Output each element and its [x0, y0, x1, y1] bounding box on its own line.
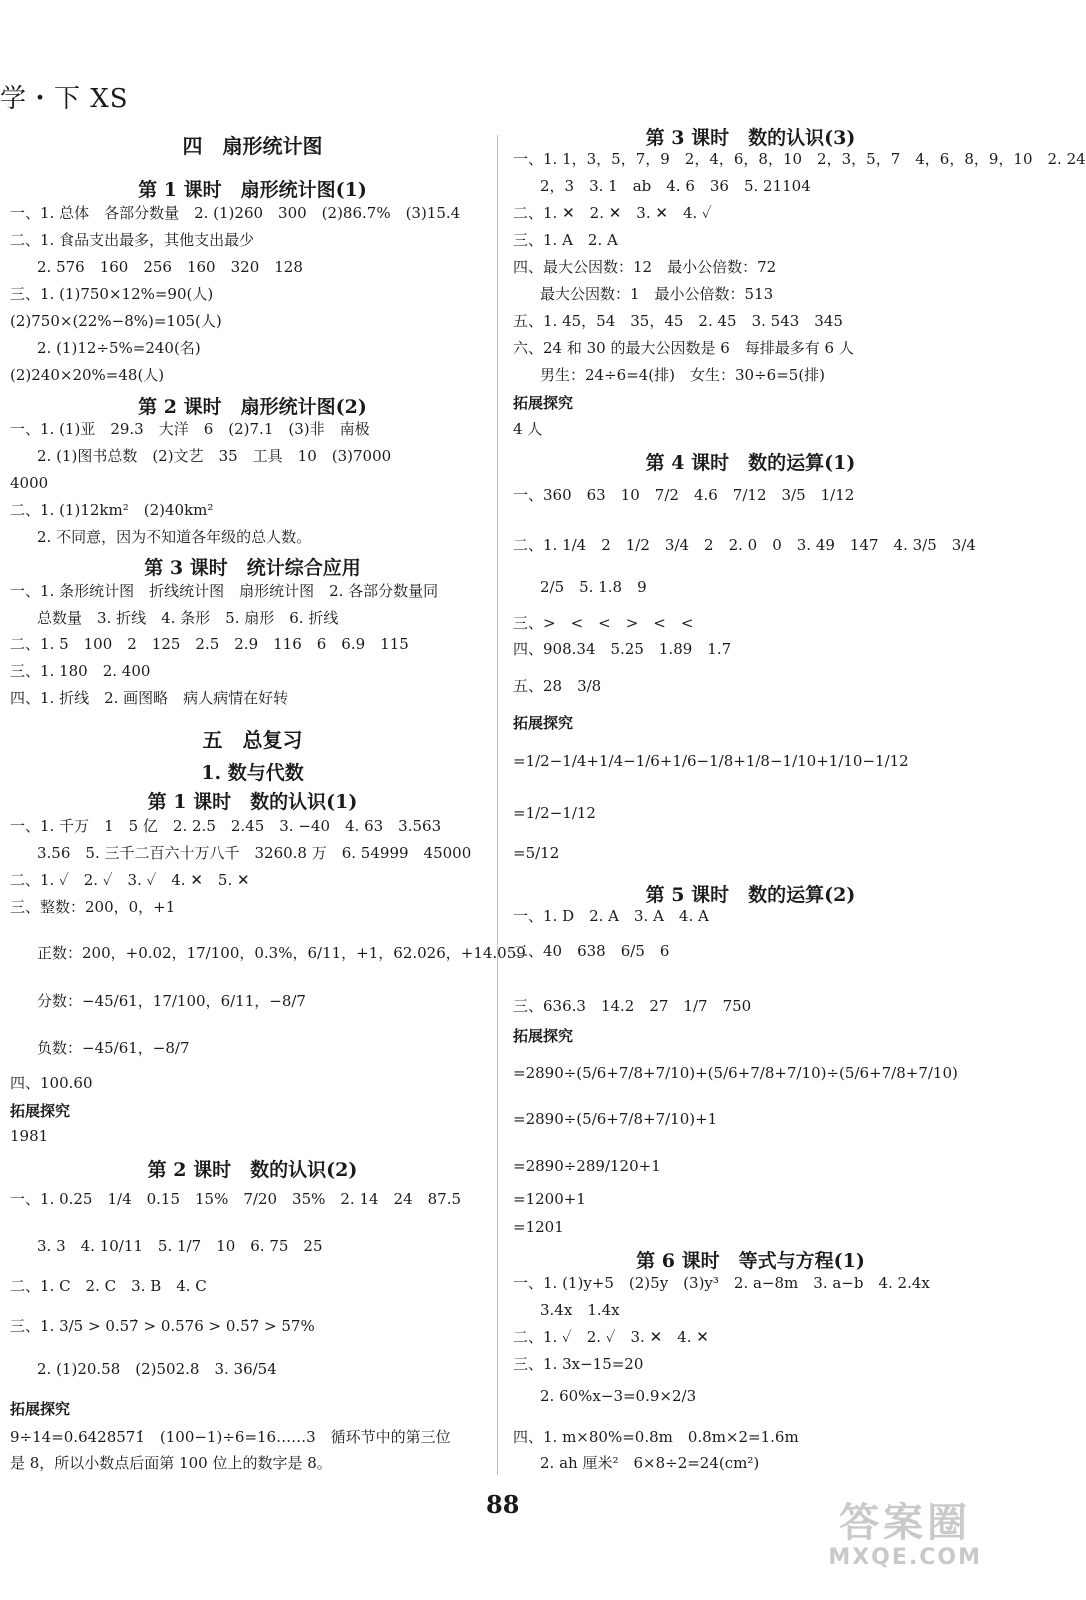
chapter5-title: 五 总复习 [202, 728, 303, 752]
answer-line: 2，3 3. 1 ab 4. 6 36 5. 21104 [540, 177, 811, 195]
answer-line: (2)750×(22%−8%)=105(人) [10, 312, 222, 330]
column-divider [497, 135, 498, 1475]
answer-line: 正数：200，+0.02，17/100，0.3%，6/11，+1，62.026，+14.059 [37, 944, 526, 962]
answer-line: 二、1. (1)12km² (2)40km² [10, 501, 214, 519]
answer-line: 分数：−45/61，17/100，6/11，−8/7 [37, 992, 306, 1010]
answer-line: 2. (1)图书总数 (2)文艺 35 工具 10 (3)7000 [37, 447, 392, 465]
extension-label: 拓展探究 [10, 1400, 71, 1418]
extension-answer: =1/2−1/12 [513, 804, 596, 822]
extension-answer: =1200+1 [513, 1190, 586, 1208]
extension-answer: 9÷14=0.6428571̇ (100−1)÷6=16……3 循环节中的第三位 [10, 1428, 451, 1446]
answer-line: 2. (1)20.58 (2)502.8 3. 36/54 [37, 1360, 277, 1378]
extension-answer: =2890÷(5/6+7/8+7/10)+(5/6+7/8+7/10)÷(5/6+7/8+7/10) [513, 1064, 958, 1082]
answer-line: 总数量 3. 折线 4. 条形 5. 扇形 6. 折线 [37, 609, 339, 627]
extension-label: 拓展探究 [10, 1102, 71, 1120]
lesson3-title: 第 3 课时 统计综合应用 [144, 557, 361, 579]
answer-line: 一、360 63 10 7/2 4.6 7/12 3/5 1/12 [513, 486, 855, 504]
answer-line: 4000 [10, 474, 49, 492]
answer-line: 二、1. ✓ 2. ✓ 3. ✕ 4. ✕ [513, 1328, 709, 1346]
review2-title: 第 2 课时 数的认识(2) [147, 1159, 358, 1181]
extension-answer: =2890÷289/120+1 [513, 1157, 661, 1175]
answer-line: 四、100.60 [10, 1074, 93, 1092]
answer-line: 3.4x 1.4x [540, 1301, 620, 1319]
answer-line: 二、1. C 2. C 3. B 4. C [10, 1277, 207, 1295]
answer-line: 四、最大公因数：12 最小公倍数：72 [513, 258, 777, 276]
answer-line: 六、24 和 30 的最大公因数是 6 每排最多有 6 人 [513, 339, 854, 357]
answer-line: 四、1. 折线 2. 画图略 病人病情在好转 [10, 689, 289, 707]
answer-line: 3.56 5. 三千二百六十万八千 3260.8 万 6. 54999 45000 [37, 844, 472, 862]
lesson1-title: 第 1 课时 扇形统计图(1) [138, 179, 367, 201]
section1-title: 1. 数与代数 [201, 762, 304, 784]
answer-line: 二、1. ✓ 2. ✓ 3. ✓ 4. ✕ 5. ✕ [10, 871, 250, 889]
review5-title: 第 5 课时 数的运算(2) [645, 884, 856, 906]
extension-answer: =5/12 [513, 844, 560, 862]
watermark-url: MXQE.COM [828, 1545, 982, 1570]
extension-answer: 是 8，所以小数点后面第 100 位上的数字是 8。 [10, 1454, 332, 1472]
answer-line: 负数：−45/61，−8/7 [37, 1039, 190, 1057]
answer-line: 一、1. (1)y+5 (2)5y (3)y³ 2. a−8m 3. a−b 4. 2.4x [513, 1274, 930, 1292]
answer-line: (2)240×20%=48(人) [10, 366, 165, 384]
answer-line: 五、1. 45，54 35，45 2. 45 3. 543 345 [513, 312, 843, 330]
answer-line: 一、1. 千万 1 5 亿 2. 2.5 2.45 3. −40 4. 63 3.563 [10, 817, 442, 835]
extension-label: 拓展探究 [513, 1027, 574, 1045]
answer-line: 2. 不同意，因为不知道各年级的总人数。 [37, 528, 312, 546]
answer-line: 三、1. 3x−15=20 [513, 1355, 644, 1373]
extension-label: 拓展探究 [513, 394, 574, 412]
answer-line: 2. ah 厘米² 6×8÷2=24(cm²) [540, 1454, 760, 1472]
answer-line: 男生：24÷6=4(排) 女生：30÷6=5(排) [540, 366, 826, 384]
answer-line: 一、1. 0.25 1/4 0.15 15% 7/20 35% 2. 14 24 87.5 [10, 1190, 462, 1208]
answer-line: 三、1. 180 2. 400 [10, 662, 151, 680]
answer-line: 二、40 638 6/5 6 [513, 942, 670, 960]
answer-line: 三、1. (1)750×12%=90(人) [10, 285, 214, 303]
answer-line: 一、1. 1，3，5，7，9 2，4，6，8，10 2，3，5，7 4，6，8，9，10 2. 24 [513, 150, 1086, 168]
answer-line: 2/5 5. 1.8 9 [540, 578, 647, 596]
answer-line: 3. 3 4. 10/11 5. 1/7 10 6. 75 25 [37, 1237, 323, 1255]
extension-label: 拓展探究 [513, 714, 574, 732]
answer-line: 三、1. 3/5 > 0.57̇ > 0.576 > 0.5̇7̇ > 57% [10, 1317, 315, 1335]
answer-line: 二、1. 1/4 2 1/2 3/4 2 2. 0 0 3. 49 147 4. 3/5 3/4 [513, 536, 976, 554]
answer-line: 2. (1)12÷5%=240(名) [37, 339, 201, 357]
review6-title: 第 6 课时 等式与方程(1) [636, 1250, 865, 1272]
lesson2-title: 第 2 课时 扇形统计图(2) [138, 396, 367, 418]
review1-title: 第 1 课时 数的认识(1) [147, 791, 358, 813]
answer-line: 四、908.34 5.25 1.89 1.7 [513, 640, 732, 658]
extension-answer: =2890÷(5/6+7/8+7/10)+1 [513, 1110, 718, 1128]
page-header: 学・下 XS [0, 84, 129, 114]
answer-line: 五、28 3/8 [513, 677, 602, 695]
answer-line: 二、1. 食品支出最多，其他支出最少 [10, 231, 255, 249]
answer-line: 三、1. A 2. A [513, 231, 618, 249]
extension-answer: 1981 [10, 1127, 49, 1145]
extension-answer: =1201 [513, 1218, 564, 1236]
answer-line: 一、1. (1)亚 29.3 大洋 6 (2)7.1 (3)非 南极 [10, 420, 370, 438]
watermark [828, 1501, 982, 1570]
chapter4-title: 四 扇形统计图 [182, 134, 323, 158]
answer-line: 一、1. 总体 各部分数量 2. (1)260 300 (2)86.7% (3)15.4 [10, 204, 461, 222]
answer-line: 二、1. ✕ 2. ✕ 3. ✕ 4. ✓ [513, 204, 712, 222]
extension-answer: =1/2−1/4+1/4−1/6+1/6−1/8+1/8−1/10+1/10−1/12 [513, 752, 909, 770]
watermark-logo: 答案圈 [839, 1500, 972, 1546]
answer-line: 三、整数：200，0，+1 [10, 898, 176, 916]
extension-answer: 4 人 [513, 420, 543, 438]
answer-line: 一、1. 条形统计图 折线统计图 扇形统计图 2. 各部分数量同 [10, 582, 439, 600]
answer-line: 三、636.3 14.2 27 1/7 750 [513, 997, 752, 1015]
answer-line: 二、1. 5 100 2 125 2.5 2.9 116 6 6.9 115 [10, 635, 409, 653]
answer-line: 2. 576 160 256 160 320 128 [37, 258, 303, 276]
answer-line: 三、> < < > < < [513, 614, 694, 632]
answer-line: 最大公因数：1 最小公倍数：513 [540, 285, 774, 303]
answer-line: 2. 60%x−3=0.9×2/3 [540, 1387, 697, 1405]
review4-title: 第 4 课时 数的运算(1) [645, 452, 856, 474]
answer-line: 四、1. m×80%=0.8m 0.8m×2=1.6m [513, 1428, 799, 1446]
page-number: 88 [486, 1490, 520, 1519]
answer-line: 一、1. D 2. A 3. A 4. A [513, 907, 709, 925]
review3-title: 第 3 课时 数的认识(3) [645, 127, 856, 149]
